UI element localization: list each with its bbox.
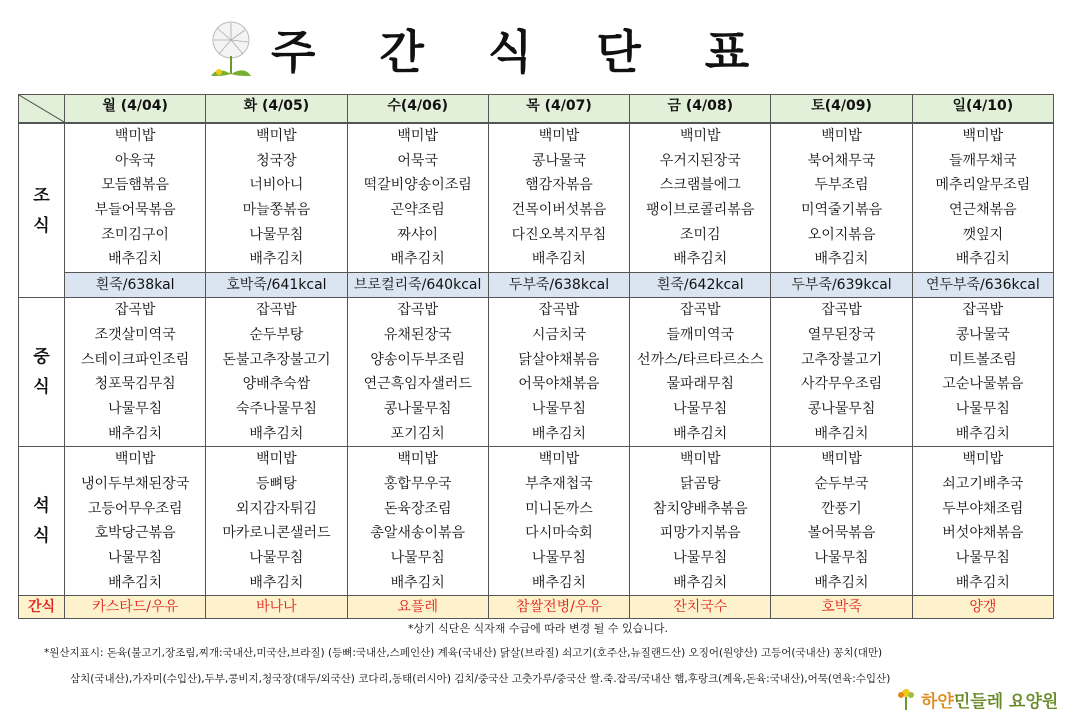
menu-item: 백미밥 (538, 128, 580, 144)
menu-item: 나물무침 (955, 400, 1010, 417)
day-header: 화 (4/05) (206, 95, 347, 124)
menu-cell (912, 298, 1053, 447)
menu-item: 고순나물볶음 (942, 376, 1024, 393)
menu-cell (771, 298, 912, 447)
menu-cell (912, 447, 1053, 596)
menu-item: 나물무침 (814, 550, 869, 566)
menu-item: 청포묵김무침 (94, 376, 176, 393)
menu-item: 배추김치 (955, 251, 1010, 268)
menu-item: 잡곡밥 (538, 302, 580, 319)
menu-item: 건목이버섯볶음 (511, 202, 607, 219)
origin-info (44, 640, 890, 692)
lunch-row (19, 298, 1054, 447)
facility-logo (895, 686, 1058, 712)
menu-item: 잡곡밥 (679, 302, 721, 319)
change-notice: *상기 식단은 식자재 수급에 따라 변경 될 수 있습니다. (407, 622, 669, 635)
day-header: 월 (4/04) (65, 95, 206, 124)
menu-item: 백미밥 (397, 128, 438, 144)
menu-item: 등뼈탕 (256, 475, 297, 492)
porridge-cell: 호박죽/641kcal (206, 273, 347, 298)
menu-item: 배추김치 (955, 574, 1010, 591)
menu-item: 백미밥 (256, 451, 297, 468)
menu-item: 백미밥 (679, 451, 721, 468)
porridge-cell: 연두부죽/636kcal (912, 273, 1053, 298)
menu-item: 고추장불고기 (800, 351, 883, 368)
menu-item: 양배추숙쌈 (242, 376, 311, 393)
menu-item: 조미김 (679, 226, 721, 243)
corner-cell (19, 95, 65, 124)
menu-item: 선까스/타르타르소스 (637, 351, 764, 368)
menu-cell (206, 298, 347, 447)
menu-cell (771, 123, 912, 273)
menu-item: 들깨무채국 (949, 152, 1017, 169)
menu-item: 미니돈까스 (525, 500, 593, 517)
menu-item: 닭살야채볶음 (518, 351, 600, 368)
weekly-menu-table (18, 94, 1054, 619)
menu-item: 배추김치 (108, 425, 163, 442)
menu-item: 들깨미역국 (666, 326, 735, 343)
menu-item: 조갯살미역국 (94, 326, 176, 343)
menu-item: 나물무침 (390, 550, 445, 566)
menu-item: 콩나물무침 (383, 400, 452, 417)
menu-item: 나물무침 (673, 550, 728, 566)
menu-item: 나물무침 (673, 400, 728, 417)
porridge-cell: 흰죽/638kal (65, 273, 206, 298)
menu-item: 홍합무우국 (383, 475, 452, 492)
menu-item: 마카로니콘샐러드 (222, 525, 331, 542)
menu-cell (65, 447, 206, 596)
menu-item: 나물무침 (108, 400, 163, 417)
menu-item: 어묵야채볶음 (518, 376, 600, 393)
snack-cell: 호박죽 (771, 596, 912, 619)
menu-item: 잡곡밥 (962, 302, 1004, 319)
menu-item: 배추김치 (108, 251, 163, 268)
header-row (19, 95, 1054, 124)
menu-item: 나물무침 (249, 226, 304, 243)
menu-cell (206, 447, 347, 596)
facility-name: 하얀민들레 요양원 (921, 691, 1059, 712)
menu-item: 나물무침 (108, 550, 163, 566)
menu-item: 떡갈비양송이조림 (363, 177, 472, 194)
menu-item: 연근흑임자샐러드 (363, 376, 472, 393)
snack-label: 간식 (19, 596, 65, 619)
menu-item: 연근채볶음 (949, 202, 1017, 219)
menu-item: 순두부탕 (249, 326, 304, 343)
menu-item: 시금치국 (531, 326, 587, 343)
menu-cell (206, 123, 347, 273)
menu-item: 잡곡밥 (397, 302, 438, 319)
menu-item: 나물무침 (955, 550, 1010, 566)
menu-item: 나물무침 (531, 400, 587, 417)
dinner-label: 석 식 (19, 447, 65, 596)
menu-cell (630, 123, 771, 273)
day-header: 토(4/09) (771, 95, 912, 124)
menu-item: 배추김치 (814, 425, 869, 442)
breakfast-label: 조 식 (19, 123, 65, 298)
menu-item: 우거지된장국 (659, 152, 741, 169)
menu-item: 유채된장국 (383, 326, 452, 343)
menu-item: 너비아니 (249, 177, 304, 194)
menu-item: 모듬햄볶음 (101, 177, 169, 194)
porridge-cell: 두부죽/638kcal (488, 273, 629, 298)
menu-item: 두부야채조림 (942, 500, 1024, 517)
menu-item: 배추김치 (814, 574, 869, 591)
menu-item: 곤약조림 (390, 202, 445, 219)
menu-item: 백미밥 (821, 451, 862, 468)
menu-cell (347, 123, 488, 273)
menu-cell (65, 298, 206, 447)
lunch-label: 중 식 (19, 298, 65, 447)
menu-item: 호박당근볶음 (94, 525, 176, 542)
menu-cell (771, 447, 912, 596)
dandelion-icon (205, 18, 257, 80)
menu-item: 북어채무국 (807, 152, 876, 169)
menu-item: 조미김구이 (101, 226, 169, 243)
menu-item: 포기김치 (390, 425, 445, 442)
menu-item: 배추김치 (673, 425, 728, 442)
menu-item: 백미밥 (538, 451, 580, 468)
menu-item: 참치양배추볶음 (652, 500, 748, 517)
snack-cell: 잔치국수 (630, 596, 771, 619)
menu-item: 배추김치 (249, 574, 304, 591)
menu-item: 미역줄기볶음 (800, 202, 883, 219)
snack-cell: 참쌀전병/우유 (488, 596, 629, 619)
title-area (205, 14, 773, 84)
menu-item: 양송이두부조림 (370, 351, 466, 368)
menu-item: 부추재첩국 (525, 475, 593, 492)
menu-item: 배추김치 (673, 574, 728, 591)
menu-item: 열무된장국 (807, 326, 876, 343)
menu-item: 깐풍기 (821, 500, 862, 517)
snack-cell: 카스타드/우유 (65, 596, 206, 619)
menu-item: 배추김치 (955, 425, 1010, 442)
porridge-cell: 흰죽/642kcal (630, 273, 771, 298)
menu-item: 배추김치 (249, 251, 304, 268)
day-header: 일(4/10) (912, 95, 1053, 124)
menu-item: 볼어묵볶음 (807, 525, 876, 542)
menu-item: 배추김치 (108, 574, 163, 591)
menu-item: 청국장 (256, 152, 297, 169)
menu-item: 외지감자튀김 (235, 500, 317, 517)
menu-item: 백미밥 (114, 128, 156, 144)
menu-item: 나물무침 (531, 550, 587, 566)
menu-item: 팽이브로콜리볶음 (646, 202, 755, 219)
menu-cell (912, 123, 1053, 273)
menu-item: 스크램블에그 (659, 177, 741, 194)
menu-item: 백미밥 (962, 128, 1004, 144)
origin-line: *원산지표시: 돈육(불고기,장조림,찌개:국내산,미국산,브라질) (등뼈:국내산,스페인산) 계육(국내산) 닭살(브라질) 쇠고기(호주산,뉴질랜드산) 오징어(원양산) 고등어(국내산) 꽁치(대만) (44, 647, 883, 659)
menu-item: 잡곡밥 (256, 302, 297, 319)
menu-cell (347, 447, 488, 596)
menu-item: 돈불고추장불고기 (222, 351, 331, 368)
menu-cell (630, 298, 771, 447)
menu-item: 두부조림 (814, 177, 869, 194)
origin-line: 삼치(국내산),가자미(수입산),두부,콩비지,청국장(대두/외국산) 코다리,동태(러시아) 김치/중국산 고춧가루/중국산 쌀.죽.잡곡/국내산 햄,후랑크(계육,돈육:국내산),어묵(연육:수입산) (70, 673, 891, 685)
menu-item: 나물무침 (249, 550, 304, 566)
menu-item: 순두부국 (814, 475, 869, 492)
snack-cell: 양갱 (912, 596, 1053, 619)
porridge-cell: 브로컬리죽/640kcal (347, 273, 488, 298)
menu-item: 콩나물국 (955, 326, 1010, 343)
menu-cell (488, 123, 629, 273)
menu-item: 총알새송이볶음 (370, 525, 466, 542)
day-header: 수(4/06) (347, 95, 488, 124)
menu-item: 배추김치 (249, 425, 304, 442)
snack-cell: 바나나 (206, 596, 347, 619)
menu-item: 고등어무우조림 (87, 500, 183, 517)
flower-icon (895, 686, 917, 712)
menu-item: 다시마숙회 (525, 525, 593, 542)
menu-item: 콩나물무침 (807, 400, 876, 417)
menu-item: 부들어묵볶음 (94, 202, 176, 219)
menu-item: 물파래무침 (666, 376, 735, 393)
menu-item: 백미밥 (962, 451, 1004, 468)
menu-item: 피망가지볶음 (659, 525, 741, 542)
menu-item: 돈육장조림 (383, 500, 452, 517)
menu-cell (347, 298, 488, 447)
menu-item: 백미밥 (114, 451, 156, 468)
menu-item: 아욱국 (114, 152, 156, 169)
menu-item: 백미밥 (679, 128, 721, 144)
menu-item: 배추김치 (531, 574, 587, 591)
menu-item: 깻잎지 (962, 226, 1004, 243)
menu-cell (488, 447, 629, 596)
menu-item: 어묵국 (397, 152, 438, 169)
menu-item: 닭곰탕 (679, 475, 721, 492)
menu-item: 잡곡밥 (114, 302, 156, 319)
menu-item: 다진오복지무침 (511, 226, 607, 243)
menu-item: 미트볼조림 (949, 351, 1017, 368)
day-header: 목 (4/07) (488, 95, 629, 124)
snack-row (19, 596, 1054, 619)
breakfast-row (19, 123, 1054, 273)
page-title: 주 간 식 단 표 (271, 25, 774, 79)
menu-item: 냉이두부채된장국 (81, 475, 190, 492)
menu-item: 햄감자볶음 (525, 177, 593, 194)
menu-cell (65, 123, 206, 273)
menu-item: 짜샤이 (397, 226, 438, 243)
menu-item: 버섯야채볶음 (942, 525, 1024, 542)
menu-item: 마늘쫑볶음 (242, 202, 311, 219)
menu-item: 쇠고기배추국 (942, 475, 1024, 492)
menu-cell (630, 447, 771, 596)
menu-item: 잡곡밥 (821, 302, 862, 319)
menu-cell (488, 298, 629, 447)
menu-item: 배추김치 (390, 251, 445, 268)
menu-item: 배추김치 (531, 425, 587, 442)
menu-item: 백미밥 (821, 128, 862, 144)
menu-item: 배추김치 (390, 574, 445, 591)
menu-item: 콩나물국 (531, 152, 587, 169)
menu-item: 오이지볶음 (807, 226, 876, 243)
menu-item: 배추김치 (814, 251, 869, 268)
menu-item: 메추리알무조림 (935, 177, 1031, 194)
menu-item: 배추김치 (673, 251, 728, 268)
menu-item: 숙주나물무침 (235, 400, 317, 417)
porridge-cell: 두부죽/639kcal (771, 273, 912, 298)
menu-item: 백미밥 (256, 128, 297, 144)
menu-item: 사각무우조림 (800, 376, 883, 393)
dinner-row (19, 447, 1054, 596)
menu-item: 배추김치 (531, 251, 587, 268)
snack-cell: 요플레 (347, 596, 488, 619)
menu-item: 백미밥 (397, 451, 438, 468)
day-header: 금 (4/08) (630, 95, 771, 124)
porridge-row (19, 273, 1054, 298)
menu-item: 스테이크파인조림 (81, 351, 190, 368)
